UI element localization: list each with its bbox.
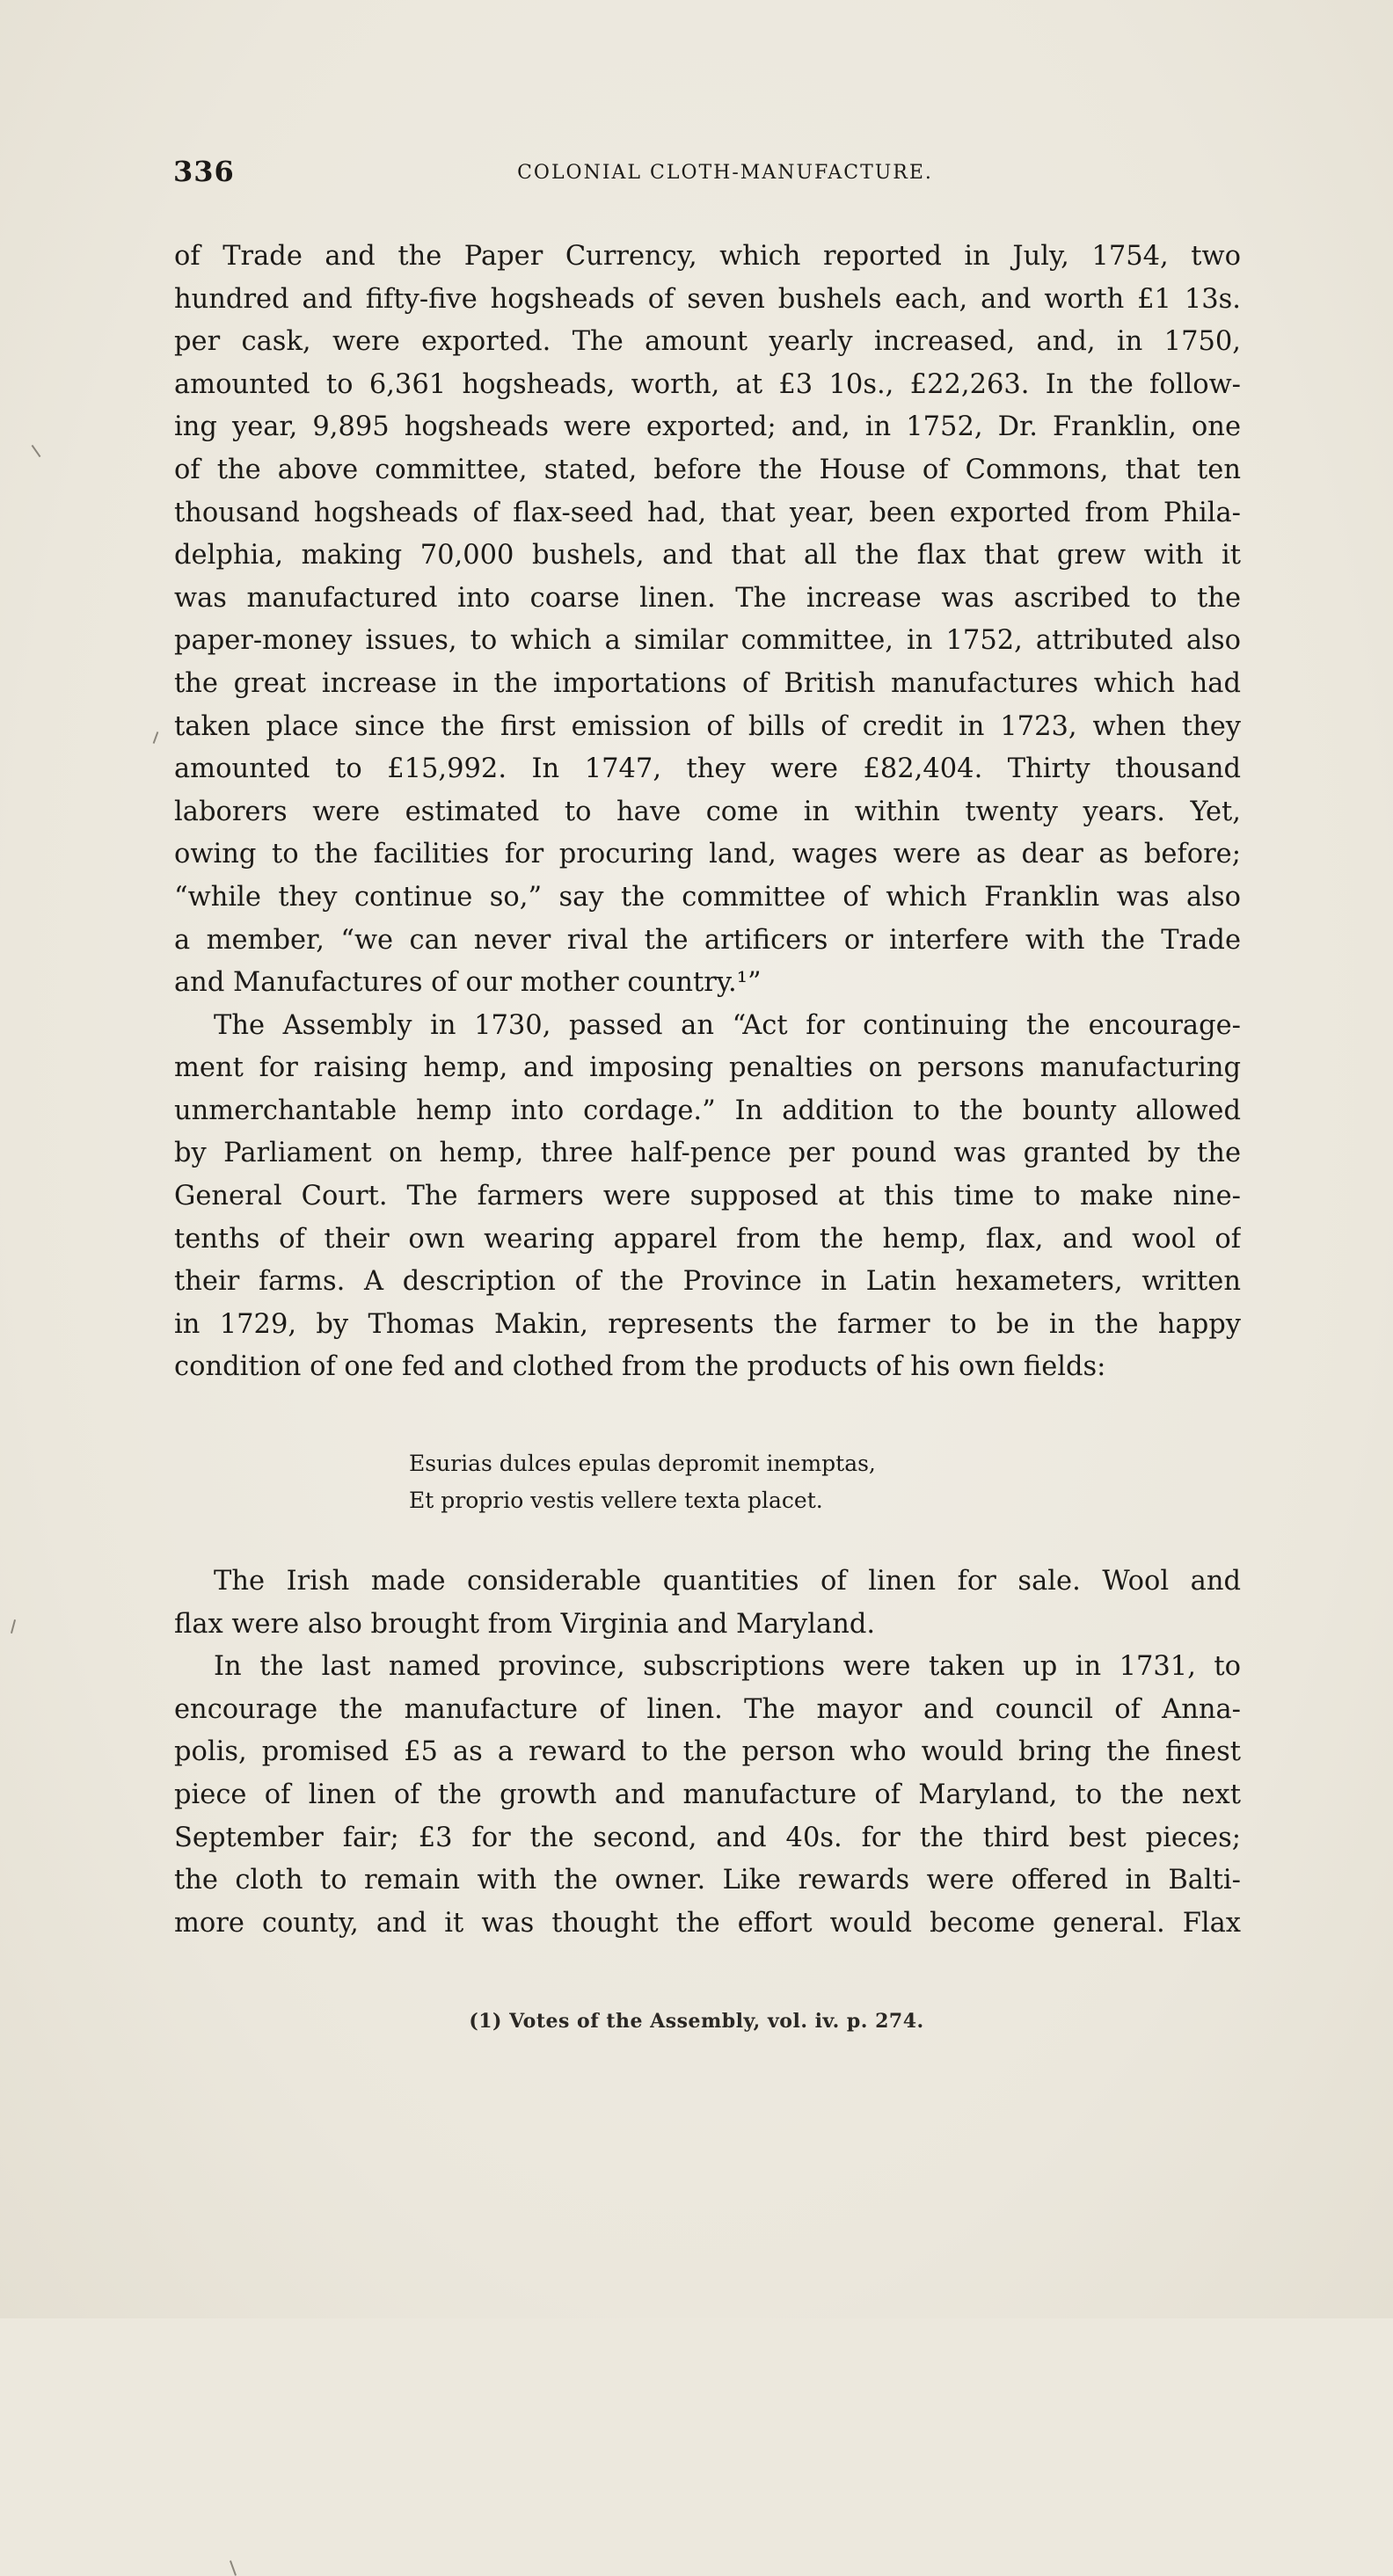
text-line: amounted to 6,361 hogsheads, worth, at £3 10s., £22,263. In the follow- bbox=[174, 368, 1241, 400]
text-line: ing year, 9,895 hogsheads were exported; and, in 1752, Dr. Franklin, one bbox=[174, 411, 1241, 443]
text-line: laborers were estimated to have come in within twenty years. Yet, bbox=[174, 796, 1241, 827]
text-line: condition of one fed and clothed from the products of his own fields: bbox=[174, 1351, 1106, 1383]
text-line: the great increase in the importations of British manufactures which had bbox=[174, 667, 1241, 699]
running-head: COLONIAL CLOTH-MANUFACTURE. bbox=[517, 162, 933, 184]
text-line: delphia, making 70,000 bushels, and that all the flax that grew with it bbox=[174, 540, 1241, 571]
verse-line: Esurias dulces epulas depromit inemptas, bbox=[409, 1451, 876, 1476]
text-line: flax were also brought from Virginia and Maryland. bbox=[174, 1608, 876, 1640]
text-line: “while they continue so,” say the committee of which Franklin was also bbox=[174, 881, 1241, 913]
text-line: General Court. The farmers were supposed at this time to make nine- bbox=[174, 1181, 1241, 1212]
main-text-block bbox=[174, 236, 1241, 1389]
text-line: per cask, were exported. The amount yearly increased, and, in 1750, bbox=[174, 326, 1241, 358]
text-line: more county, and it was thought the effort would become general. Flax bbox=[174, 1907, 1241, 1939]
page-header bbox=[173, 155, 1242, 199]
latin-verse-quote bbox=[409, 1445, 1025, 1519]
text-line: a member, “we can never rival the artificers or interfere with the Trade bbox=[174, 924, 1241, 956]
paragraph bbox=[174, 1005, 1241, 1389]
footnote: (1) Votes of the Assembly, vol. iv. p. 274. bbox=[469, 2010, 924, 2033]
paragraph bbox=[174, 236, 1241, 1005]
paragraph bbox=[174, 1646, 1241, 1945]
margin-speck bbox=[32, 445, 41, 457]
text-line: tenths of their own wearing apparel from the hemp, flax, and wool of bbox=[174, 1223, 1241, 1255]
main-text-block-continued bbox=[174, 1561, 1241, 1945]
text-line: the cloth to remain with the owner. Like rewards were offered in Balti- bbox=[174, 1865, 1241, 1896]
text-line: by Parliament on hemp, three half-pence per pound was granted by the bbox=[174, 1138, 1241, 1169]
text-line: piece of linen of the growth and manufacture of Maryland, to the next bbox=[174, 1779, 1241, 1810]
text-line: thousand hogsheads of flax-seed had, that year, been exported from Phila- bbox=[174, 497, 1241, 528]
margin-speck bbox=[11, 1619, 16, 1634]
text-line: and Manufactures of our mother country.¹” bbox=[174, 967, 762, 999]
text-line: In the last named province, subscriptions were taken up in 1731, to bbox=[214, 1651, 1241, 1683]
text-line: paper-money issues, to which a similar committee, in 1752, attributed also bbox=[174, 625, 1241, 657]
text-line: hundred and fifty-five hogsheads of seven bushels each, and worth £1 13s. bbox=[174, 283, 1241, 315]
text-line: September fair; £3 for the second, and 40s. for the third best pieces; bbox=[174, 1822, 1241, 1853]
text-line: was manufactured into coarse linen. The increase was ascribed to the bbox=[174, 582, 1241, 614]
margin-speck bbox=[153, 731, 159, 744]
text-line: The Irish made considerable quantities of linen for sale. Wool and bbox=[214, 1566, 1241, 1597]
text-line: of Trade and the Paper Currency, which reported in July, 1754, two bbox=[174, 241, 1241, 272]
text-line: their farms. A description of the Province in Latin hexameters, written bbox=[174, 1266, 1241, 1298]
text-line: polis, promised £5 as a reward to the person who would bring the finest bbox=[174, 1736, 1241, 1768]
text-line: owing to the facilities for procuring land, wages were as dear as before; bbox=[174, 839, 1241, 870]
text-line: encourage the manufacture of linen. The mayor and council of Anna- bbox=[174, 1693, 1241, 1725]
text-line: unmerchantable hemp into cordage.” In addition to the bounty allowed bbox=[174, 1095, 1241, 1126]
paragraph bbox=[174, 1561, 1241, 1646]
margin-speck bbox=[230, 2560, 237, 2576]
text-line: The Assembly in 1730, passed an “Act for continuing the encourage- bbox=[214, 1009, 1241, 1041]
text-line: amounted to £15,992. In 1747, they were £82,404. Thirty thousand bbox=[174, 753, 1241, 785]
text-line: in 1729, by Thomas Makin, represents the farmer to be in the happy bbox=[174, 1308, 1241, 1340]
page-number: 336 bbox=[173, 155, 235, 188]
text-line: taken place since the first emission of bills of credit in 1723, when they bbox=[174, 710, 1241, 742]
verse-line: Et proprio vestis vellere texta placet. bbox=[409, 1488, 823, 1513]
text-line: ment for raising hemp, and imposing penalties on persons manufacturing bbox=[174, 1052, 1241, 1084]
text-line: of the above committee, stated, before the House of Commons, that ten bbox=[174, 454, 1241, 485]
